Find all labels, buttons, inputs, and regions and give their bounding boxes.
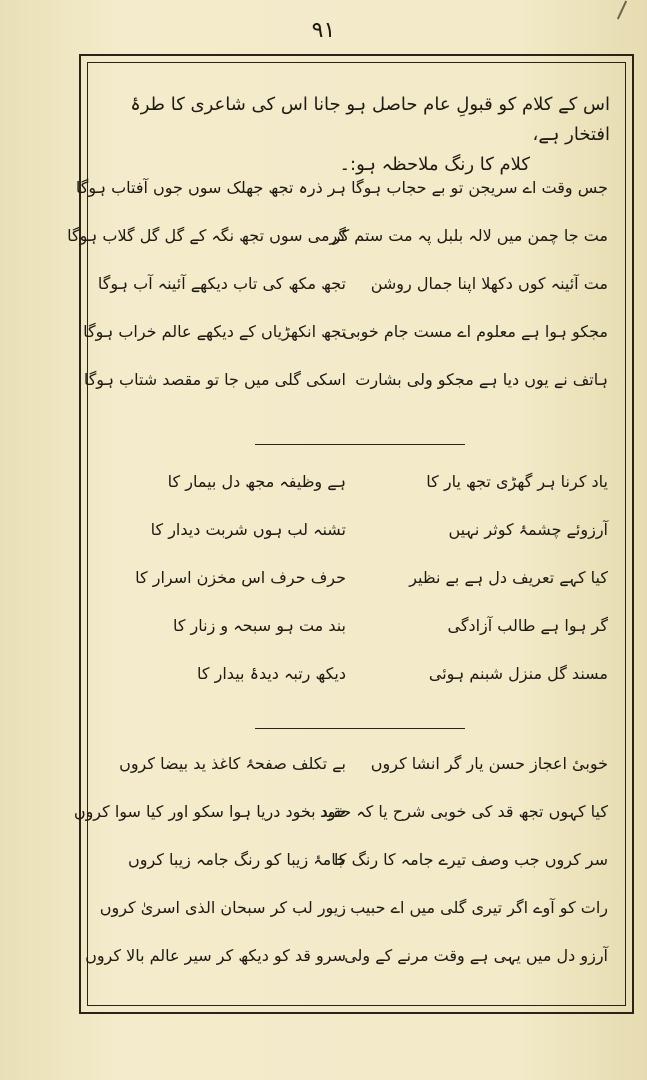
verse-second: تجھ مکھ کی تاب دیکھے آئینہ آب ہوگا [97, 274, 346, 293]
verse-first: خوبیٔ اعجاز حسن یار گر انشا کروں [370, 754, 608, 773]
couplet [95, 842, 618, 890]
verse-first: مت آئینہ کوں دکھلا اپنا جمال روشن [370, 274, 608, 293]
ghazal-2 [95, 464, 618, 704]
verse-first: جس وقت اے سریجن تو بے حجاب ہوگا [351, 178, 608, 197]
couplet [95, 890, 618, 938]
verse-first: آرزوئے چشمۂ کوثر نہیں [448, 520, 608, 539]
verse-second: سرو قد کو دیکھ کر سیر عالم بالا کروں [85, 946, 346, 965]
verse-first: کیا کہوں تجھ قد کی خوبی شرح یا کہ حقید [319, 802, 608, 821]
section-divider [255, 444, 465, 445]
verse-second: خود بخود دریا ہوا سکو اور کیا سوا کروں [73, 802, 346, 821]
verse-first: آرزو دل میں یہی ہے وقت مرنے کے ولی [344, 946, 608, 965]
verse-second: زیور لب کر سبحان الذی اسریٰ کروں [99, 898, 346, 917]
couplet [95, 560, 618, 608]
couplet [83, 362, 618, 410]
verse-first: سر کروں جب وصف تیرے جامہ کا رنگ کا [334, 850, 608, 869]
verse-first: یاد کرنا ہر گھڑی تجھ یار کا [426, 472, 608, 491]
verse-second: حرف حرف اس مخزن اسرار کا [135, 568, 346, 587]
verse-first: مسند گل منزل شبنم ہوئی [428, 664, 608, 683]
couplet [95, 656, 618, 704]
couplet [95, 608, 618, 656]
verse-second: دیکھ رتبہ دیدۂ بیدار کا [197, 664, 346, 683]
couplet [95, 512, 618, 560]
verse-first: گر ہوا ہے طالب آزادگی [447, 616, 608, 635]
verse-second: اسکی گلی میں جا تو مقصد شتاب ہوگا [83, 370, 346, 389]
intro-paragraph [103, 90, 610, 180]
verse-second: جامۂ زیبا کو رنگ جامہ زیبا کروں [127, 850, 346, 869]
intro-line-1: اس کے کلام کو قبولِ عام حاصل ہو جانا اس کی شاعری کا طرۂ افتخار ہے، [130, 94, 610, 145]
ghazal-1 [67, 170, 618, 410]
verse-second: تشنہ لب ہوں شربت دیدار کا [150, 520, 346, 539]
intro-line-2: کلام کا رنگ ملاحظہ ہو:۔ [339, 154, 530, 175]
verse-first: مت جا چمن میں لالہ بلبل پہ مت ستم کر [332, 226, 608, 245]
couplet [75, 170, 618, 218]
verse-second: تجھ انکھڑیاں کے دیکھے عالم خراب ہوگا [83, 322, 346, 341]
section-divider [255, 728, 465, 729]
verse-second: ہر ذرہ تجھ جھلک سوں جوں آفتاب ہوگا [75, 178, 346, 197]
ghazal-3 [73, 746, 618, 986]
verse-first: کیا کہے تعریف دل ہے بے نظیر [409, 568, 608, 587]
verse-second: گرمی سوں تجھ نگہ کے گل گل گلاب ہوگا [67, 226, 346, 245]
verse-second: بند مت ہو سبحہ و زنار کا [172, 616, 346, 635]
couplet [83, 314, 618, 362]
verse-second: ہے وظیفہ مجھ دل بیمار کا [167, 472, 346, 491]
page-content [67, 70, 618, 998]
verse-second: بے تکلف صفحۂ کاغذ ید بیضا کروں [119, 754, 346, 773]
couplet [73, 794, 618, 842]
couplet [95, 464, 618, 512]
couplet [95, 746, 618, 794]
verse-first: مجکو ہوا ہے معلوم اے مست جام خوبی [342, 322, 608, 341]
couplet [85, 938, 618, 986]
couplet [95, 266, 618, 314]
page-number: ۹۱ [311, 18, 336, 43]
couplet [67, 218, 618, 266]
verse-first: ہاتف نے یوں دیا ہے مجکو ولی بشارت [355, 370, 608, 389]
verse-first: رات کو آوے اگر تیری گلی میں اے حبیب [350, 898, 608, 917]
ink-mark [617, 1, 627, 20]
